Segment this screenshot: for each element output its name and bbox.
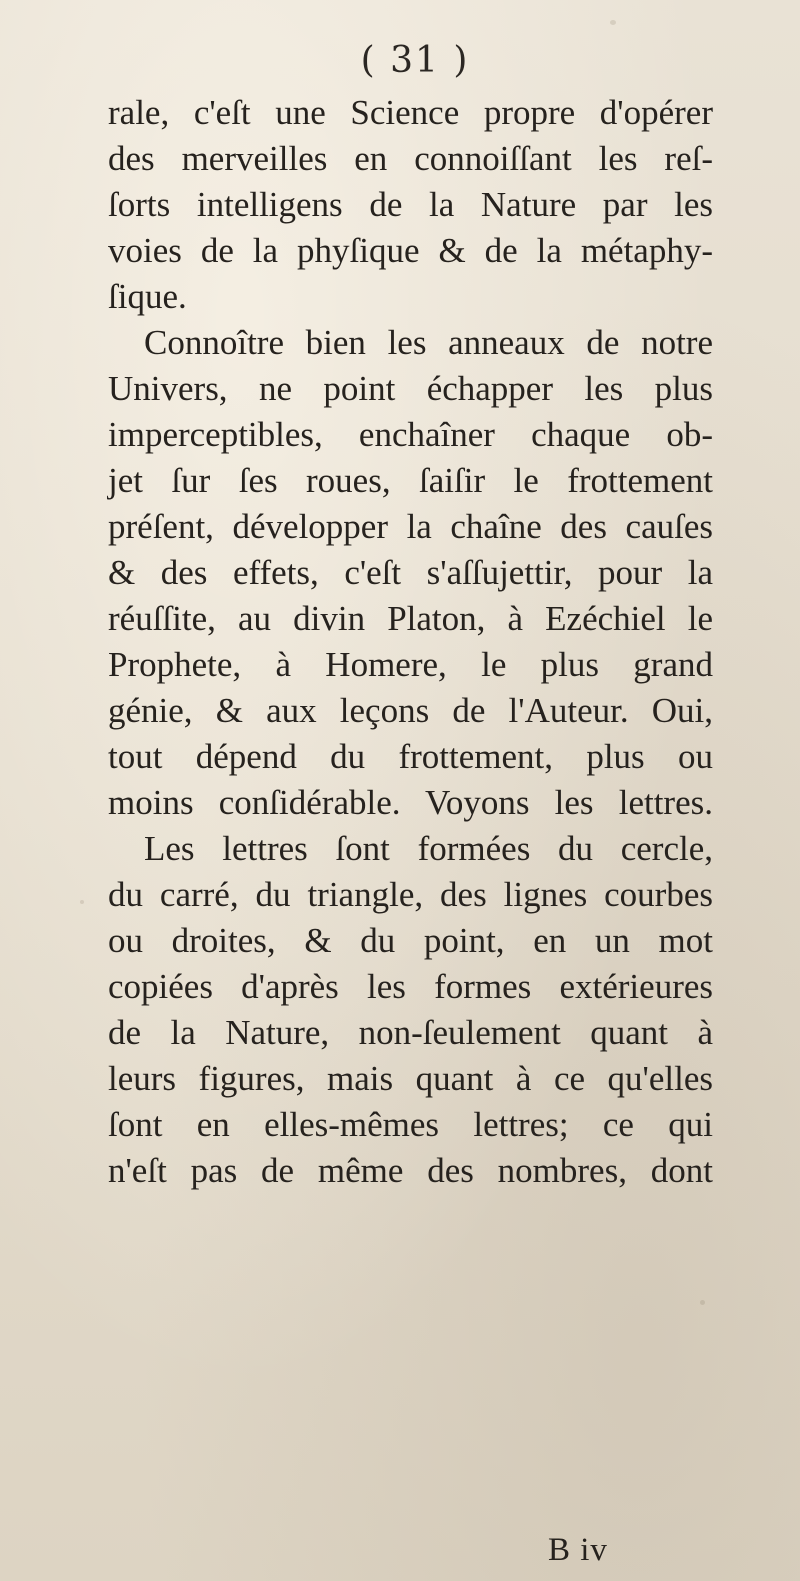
paper-speck	[80, 900, 84, 904]
text-line: réuſſite, au divin Platon, à Ezéchiel le	[108, 599, 713, 638]
text-line: & des effets, c'eſt s'aſſujettir, pour la	[108, 553, 713, 592]
text-line: copiées d'après les formes extérieures	[108, 967, 713, 1006]
text-line: génie, & aux leçons de l'Auteur. Oui,	[108, 691, 713, 730]
text-line: imperceptibles, enchaîner chaque ob-	[108, 415, 713, 454]
text-line: ſorts intelligens de la Nature par les	[108, 185, 713, 224]
text-line: ſont en elles-mêmes lettres; ce qui	[108, 1105, 713, 1144]
text-line: ou droites, & du point, en un mot	[108, 921, 713, 960]
text-line: Les lettres ſont formées du cercle,	[144, 829, 713, 868]
body-text	[108, 90, 713, 1194]
text-line: du carré, du triangle, des lignes courbes	[108, 875, 713, 914]
text-line: de la Nature, non-ſeulement quant à	[108, 1013, 713, 1052]
text-line: voies de la phyſique & de la métaphy-	[108, 231, 713, 270]
text-line: leurs figures, mais quant à ce qu'elles	[108, 1059, 713, 1098]
catchword-signature: B iv	[548, 1532, 608, 1568]
text-line: Univers, ne point échapper les plus	[108, 369, 713, 408]
paper-speck	[610, 20, 616, 25]
text-line: moins conſidérable. Voyons les lettres.	[108, 783, 713, 822]
text-line: jet ſur ſes roues, ſaiſir le frottement	[108, 461, 713, 500]
text-line: Prophete, à Homere, le plus grand	[108, 645, 713, 684]
page-number: ( 31 )	[360, 40, 470, 81]
text-line: rale, c'eſt une Science propre d'opérer	[108, 93, 713, 132]
text-line: tout dépend du frottement, plus ou	[108, 737, 713, 776]
text-line: Connoître bien les anneaux de notre	[144, 323, 713, 362]
text-line: préſent, développer la chaîne des cauſes	[108, 507, 713, 546]
text-line: n'eſt pas de même des nombres, dont	[108, 1151, 713, 1190]
text-line: des merveilles en connoiſſant les reſ-	[108, 139, 713, 178]
paper-speck	[700, 1300, 705, 1305]
text-line: ſique.	[108, 277, 187, 316]
